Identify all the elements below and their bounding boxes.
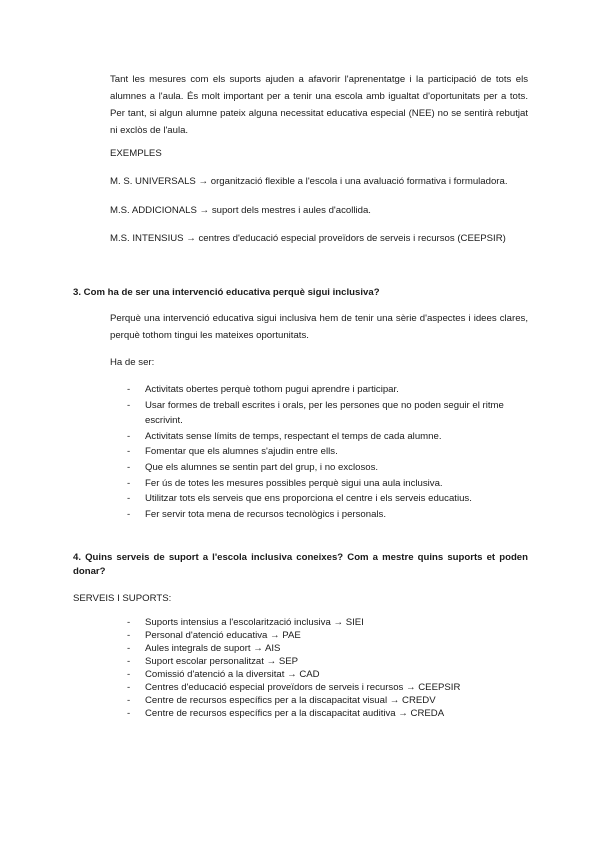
list-item: - Centres d'educació especial proveïdors de serveis i recursos → CEEPSIR (127, 682, 461, 693)
list-item: - Aules integrals de suport → AIS (127, 643, 281, 654)
bullet-dash: - (127, 682, 131, 693)
list-item: - Activitats obertes perquè tothom pugui aprendre i participar. (127, 382, 527, 398)
list-item: - Personal d'atenció educativa → PAE (127, 630, 301, 641)
bullet-dash: - (127, 430, 131, 442)
bullet-dash: - (127, 617, 131, 628)
list-item: - Activitats sense límits de temps, respectant el temps de cada alumne. (127, 429, 527, 445)
bullet-dash: - (127, 656, 131, 667)
bullet-dash: - (127, 630, 131, 641)
list-item: - Fer ús de totes les mesures possibles perquè sigui una aula inclusiva. (127, 476, 527, 492)
bullet-dash: - (127, 446, 131, 458)
list-item: - Centre de recursos específics per a la discapacitat visual → CREDV (127, 695, 436, 706)
example-intensius: M.S. INTENSIUS → centres d'educació especial proveïdors de serveis i recursos (CEEPSIR) (110, 233, 506, 244)
bullet-dash: - (127, 461, 131, 473)
question-4-label: SERVEIS I SUPORTS: (73, 593, 172, 604)
list-item: - Utilitzar tots els serveis que ens proporciona el centre i els serveis educatius. (127, 491, 527, 507)
question-4-list (127, 616, 547, 720)
bullet-dash: - (127, 643, 131, 654)
bullet-dash: - (127, 384, 131, 395)
bullet-dash: - (127, 708, 131, 719)
question-4-heading: 4. Quins serveis de suport a l'escola inclusiva coneixes? Com a mestre quins suports et poden donar? (73, 552, 528, 577)
question-3-list (127, 382, 527, 522)
bullet-dash: - (127, 493, 131, 505)
bullet-dash: - (127, 508, 131, 520)
list-item: - Centre de recursos específics per a la discapacitat auditiva → CREDA (127, 708, 445, 719)
bullet-dash: - (127, 695, 131, 706)
question-3-subheading: Ha de ser: (110, 357, 155, 368)
bullet-dash: - (127, 669, 131, 680)
list-item: - Comissió d'atenció a la diversitat → CAD (127, 669, 320, 680)
bullet-dash: - (127, 399, 131, 411)
example-universals: M. S. UNIVERSALS → organització flexible a l'escola i una avaluació formativa i formuladora. (110, 176, 508, 187)
list-item: - Suport escolar personalitzat → SEP (127, 656, 299, 667)
question-3-paragraph: Perquè una intervenció educativa sigui inclusiva hem de tenir una sèrie d'aspectes i idees clares, perquè tothom tingui les mateixes oportunitats. (110, 313, 528, 341)
bullet-dash: - (127, 477, 131, 489)
list-item: - Que els alumnes se sentin part del grup, i no exclosos. (127, 460, 527, 476)
list-item: - Usar formes de treball escrites i orals, per les persones que no poden seguir el ritme escrivint. (127, 399, 504, 427)
example-addicionals: M.S. ADDICIONALS → suport dels mestres i aules d'acollida. (110, 205, 371, 216)
intro-paragraph: Tant les mesures com els suports ajuden a afavorir l'aprenentatge i la participació de tots els alumnes a l'aula. És molt important per a tenir una escola amb igualtat d'oportunitats per a tots. Per tant, si algun alumne pateix alguna necessitat educativa especial (NEE) no se sentirà rebutjat ni exclòs de l'aula. (110, 74, 528, 136)
question-3-heading: 3. Com ha de ser una intervenció educativa perquè sigui inclusiva? (73, 287, 380, 298)
list-item: - Fer servir tota mena de recursos tecnològics i personals. (127, 507, 527, 523)
list-item: - Fomentar que els alumnes s'ajudin entre ells. (127, 444, 527, 460)
examples-label: EXEMPLES (110, 148, 162, 159)
list-item: - Suports intensius a l'escolarització inclusiva → SIEI (127, 617, 364, 628)
